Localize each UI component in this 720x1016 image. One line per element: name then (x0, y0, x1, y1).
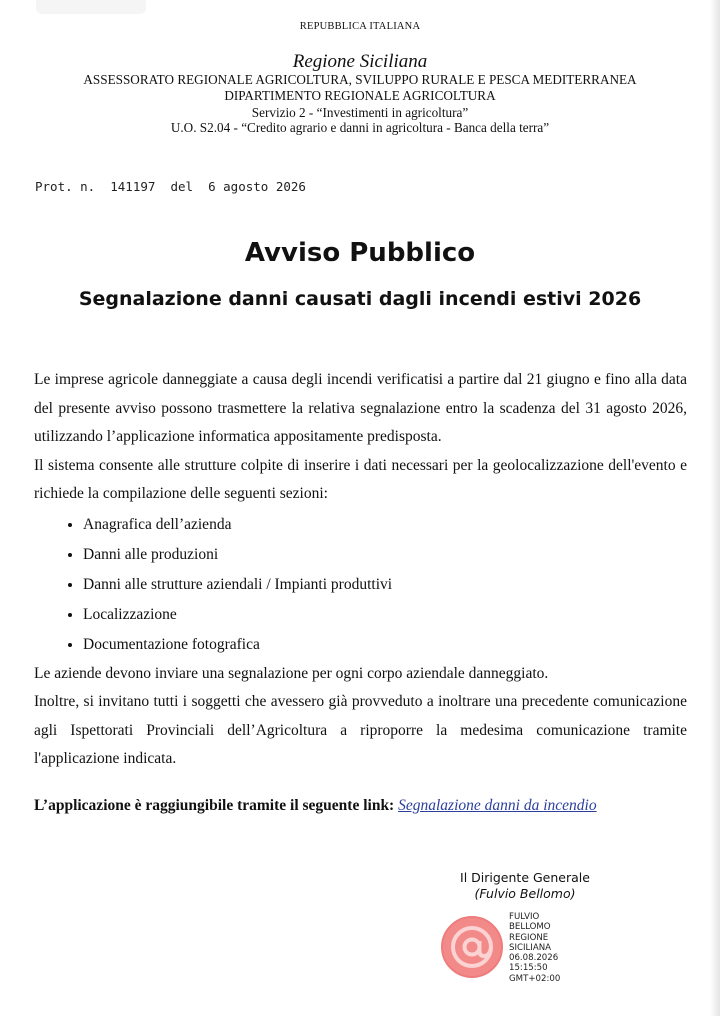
list-item: • Documentazione fotografica (83, 630, 687, 660)
notice-subtitle: Segnalazione danni causati dagli incendi estivi 2026 (78, 288, 642, 310)
signer-block (420, 870, 630, 901)
dipartimento-heading: DIPARTIMENTO REGIONALE AGRICOLTURA (224, 88, 496, 103)
notice-body (34, 366, 687, 774)
signature-line: REGIONE (509, 932, 549, 943)
browser-tab-remnant (36, 0, 146, 14)
signature-line: BELLOMO (509, 922, 551, 933)
list-item: • Danni alle strutture aziendali / Impianti produttivi (83, 570, 687, 600)
signature-line: GMT+02:00 (509, 973, 561, 984)
body-paragraph-1: Le imprese agricole danneggiate a causa degli incendi verificatisi a partire dal 21 giugno e fino alla data del presente avviso possono trasmettere la relativa segnalazione entro la scadenza del 31 agosto 2026, utilizzando l’applicazione informatica appositamente predisposta. (34, 371, 687, 445)
body-paragraph-2: Il sistema consente alle strutture colpite di inserire i dati necessari per la geolocalizzazione dell'evento e richiede la compilazione delle seguenti sezioni: (34, 456, 687, 502)
page-edge-shadow (710, 0, 720, 1016)
at-sign-seal-icon (436, 914, 508, 980)
protocol-number: Prot. n. 141197 del 6 agosto 2026 (35, 179, 306, 194)
list-item: • Danni alle produzioni (83, 540, 687, 570)
republic-heading: REPUBBLICA ITALIANA (299, 21, 421, 32)
list-item: • Anagrafica dell’azienda (83, 510, 687, 540)
list-item: • Localizzazione (83, 600, 687, 630)
region-heading: Regione Siciliana (292, 51, 428, 72)
signature-line: SICILIANA (509, 942, 552, 953)
body-paragraph-4: Inoltre, si invitano tutti i soggetti che avessero già provveduto a inoltrare una precedente comunicazione agli Ispettorati Provinciali dell’Agricoltura a riproporre la medesima comunicazione tramite l'applicazione indicata. (34, 693, 687, 767)
signature-line: FULVIO (509, 912, 540, 922)
signature-line: 15:15:50 (509, 963, 548, 974)
application-link-line (34, 797, 597, 815)
signer-role: Il Dirigente Generale (460, 870, 590, 885)
signature-line: 06.08.2026 (509, 953, 559, 964)
digital-signature-text (509, 912, 560, 984)
body-paragraph-3: Le aziende devono inviare una segnalazione per ogni corpo aziendale danneggiato. (34, 664, 549, 682)
unit-heading: U.O. S2.04 - “Credito agrario e danni in agricoltura - Banca della terra” (170, 120, 550, 135)
application-link[interactable]: Segnalazione danni da incendio (398, 797, 597, 814)
servizio-heading: Servizio 2 - “Investimenti in agricoltura” (251, 105, 469, 120)
assessorato-heading: ASSESSORATO REGIONALE AGRICOLTURA, SVILUPPO RURALE E PESCA MEDITERRANEA (83, 72, 637, 87)
sections-list (34, 510, 687, 660)
link-lead-text: L’applicazione è raggiungibile tramite il seguente link: (34, 797, 395, 814)
notice-title: Avviso Pubblico (244, 238, 476, 268)
signer-name: (Fulvio Bellomo) (474, 885, 576, 901)
